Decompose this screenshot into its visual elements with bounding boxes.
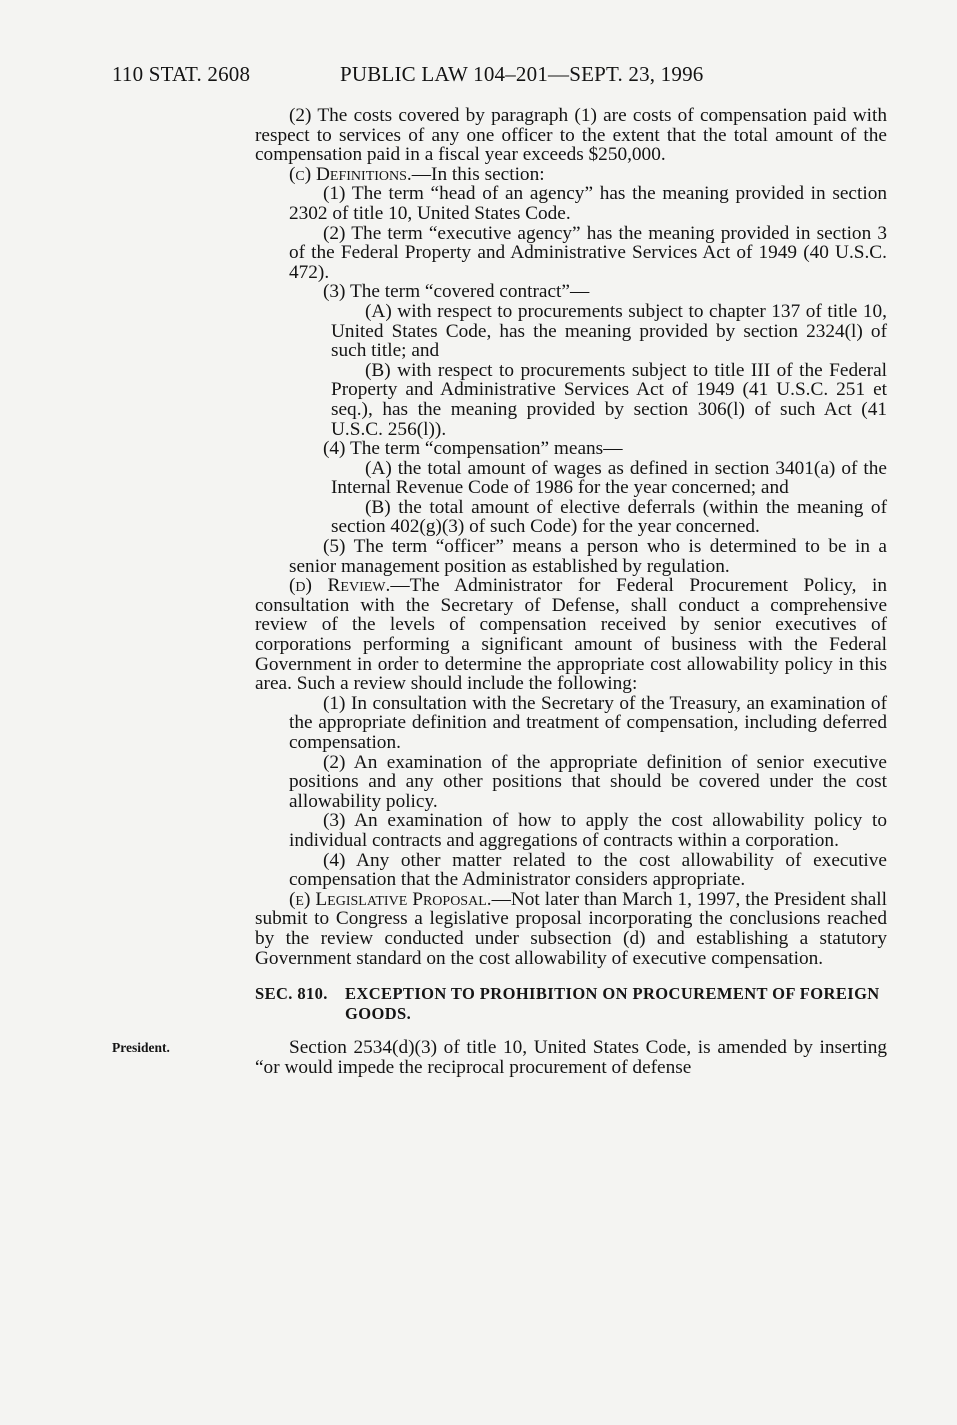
subsection-heading: (d) Review. (289, 575, 391, 597)
review-item-4: (4) Any other matter related to the cost allowability of executive compensation that the Administrator considers appropriate. (289, 849, 887, 891)
public-law-title: PUBLIC LAW 104–201—SEPT. 23, 1996 (340, 62, 704, 86)
subsection-e (255, 890, 887, 968)
section-heading (255, 984, 887, 1024)
definition-4a: (A) the total amount of wages as defined in section 3401(a) of the Internal Revenue Code of 1986 for the year concerned; and (331, 457, 887, 499)
section-number: SEC. 810. (255, 984, 328, 1004)
section-text: Section 2534(d)(3) of title 10, United States Code, is amended by inserting “or would impede the reciprocal procurement of defense (255, 1037, 887, 1078)
review-item-2: (2) An examination of the appropriate definition of senior executive positions and any other positions that should be covered under the cost allowability policy. (289, 751, 887, 812)
document-body (255, 106, 887, 1077)
subsection-heading: (c) Definitions. (289, 163, 412, 185)
statute-citation: 110 STAT. 2608 (112, 62, 251, 86)
margin-note: President. (112, 1040, 170, 1055)
definition-1: (1) The term “head of an agency” has the meaning provided in section 2302 of title 10, United States Code. (289, 183, 887, 224)
subsection-heading: (e) Legislative Proposal. (289, 888, 492, 910)
definition-3a: (A) with respect to procurements subject to chapter 137 of title 10, United States Code, has the meaning provided by section 2324(l) of such title; and (331, 300, 887, 362)
review-item-3: (3) An examination of how to apply the cost allowability policy to individual contracts and aggregations of contracts within a corporation. (289, 810, 887, 851)
subsection-d (255, 576, 887, 694)
subsection-text: —In this section: (411, 163, 545, 185)
definition-3b: (B) with respect to procurements subject to title III of the Federal Property and Administrative Services Act of 1949 (41 U.S.C. 251 et seq.), has the meaning provided by section 306(l) of such Act (41 U.S.C. 256(l)). (331, 359, 887, 440)
definition-4b: (B) the total amount of elective deferrals (within the meaning of section 402(g)(3) of such Code) for the year concerned. (331, 496, 887, 538)
subsection-c (255, 165, 887, 185)
definition-4: (4) The term “compensation” means— (323, 438, 623, 460)
review-item-1: (1) In consultation with the Secretary of the Treasury, an examination of the appropriate definition and treatment of compensation, including deferred compensation. (289, 692, 887, 753)
section-title: EXCEPTION TO PROHIBITION ON PROCUREMENT OF FOREIGN GOODS. (345, 984, 880, 1024)
definition-3: (3) The term “covered contract”— (323, 281, 590, 303)
subsection-text: —The Administrator for Federal Procurement Policy, in consultation with the Secretary of Defense, shall conduct a comprehensive review of the levels of compensation received by senior executives of corporations performing a significant amount of business with the Federal Government in order to determine the appropriate cost allowability policy in this area. Such a review should include the following: (255, 575, 888, 695)
subsection-text: —Not later than March 1, 1997, the President shall submit to Congress a legislative proposal incorporating the conclusions reached by the review conducted under subsection (d) and establishing a statutory Government standard on the cost allowability of executive compensation. (255, 888, 887, 969)
definition-2: (2) The term “executive agency” has the meaning provided in section 3 of the Federal Property and Administrative Services Act of 1949 (40 U.S.C. 472). (289, 222, 887, 283)
paragraph-b2: (2) The costs covered by paragraph (1) are costs of compensation paid with respect to services of any one officer to the extent that the total amount of the compensation paid in a fiscal year exceeds $250,000. (255, 105, 887, 166)
definition-5: (5) The term “officer” means a person who is determined to be in a senior management position as established by regulation. (289, 536, 887, 577)
